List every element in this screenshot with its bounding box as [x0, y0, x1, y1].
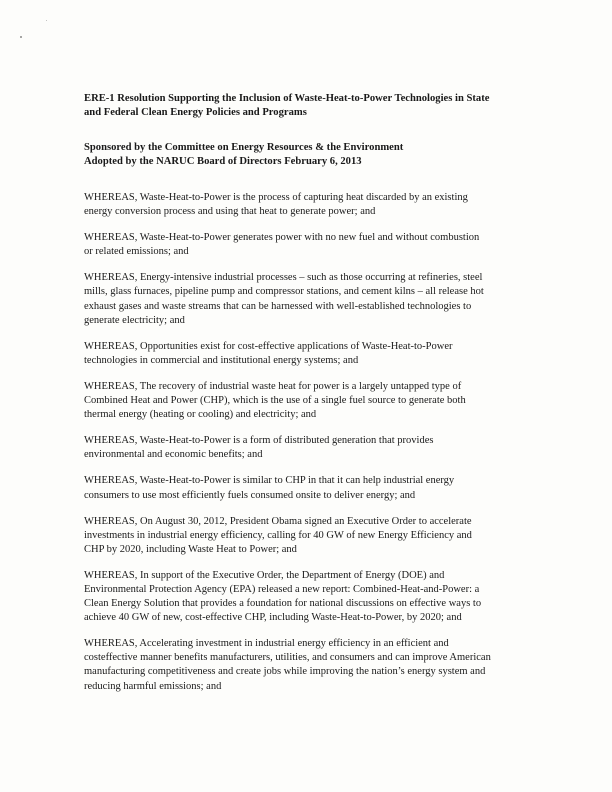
whereas-clause: WHEREAS, In support of the Executive Order, the Department of Energy (DOE) and Environmental Protection Agency (EPA) released a new report: Combined-Heat-and-Power: a Clean Energy Solution that provides a foundation for national discussions on effective ways to achieve 40 GW of new, cost-effective CHP, including Waste-Heat-to-Power, by 2020; and [84, 569, 482, 624]
document-body [84, 92, 524, 706]
whereas-clause: WHEREAS, On August 30, 2012, President Obama signed an Executive Order to accelerate investments in industrial energy efficiency, calling for 40 GW of new Energy Efficiency and CHP by 2020, including Waste Heat to Power; and [84, 515, 472, 555]
whereas-clause: WHEREAS, Opportunities exist for cost-effective applications of Waste-Heat-to-Power technologies in commercial and institutional energy systems; and [84, 340, 453, 366]
whereas-clause: WHEREAS, Waste-Heat-to-Power generates power with no new fuel and without combustion or related emissions; and [84, 232, 480, 258]
whereas-clauses [84, 191, 524, 694]
scan-speck [46, 20, 47, 21]
whereas-clause: WHEREAS, Accelerating investment in industrial energy efficiency in an efficient and costeffective manner benefits manufacturers, utilities, and consumers and can improve American manufacturing competitiveness and create jobs while improving the nation’s energy system and reducing harmful emissions; and [84, 638, 491, 692]
whereas-clause: WHEREAS, The recovery of industrial waste heat for power is a largely untapped type of Combined Heat and Power (CHP), which is the use of a single fuel source to generate both thermal energy (heating or cooling) and electricity; and [84, 380, 466, 421]
whereas-clause: WHEREAS, Energy-intensive industrial processes – such as those occurring at refineries, steel mills, glass furnaces, pipeline pump and compressor stations, and cement kilns – all release hot exhaust gases and waste streams that can be harnessed with well-established technologies to generate electricity; and [84, 272, 484, 326]
whereas-clause: WHEREAS, Waste-Heat-to-Power is the process of capturing heat discarded by an existing energy conversion process and using that heat to generate power; and [84, 192, 468, 218]
scan-speck [20, 36, 22, 38]
whereas-clause: WHEREAS, Waste-Heat-to-Power is a form of distributed generation that provides environmental and economic benefits; and [84, 435, 434, 461]
resolution-title: ERE-1 Resolution Supporting the Inclusion of Waste-Heat-to-Power Technologies in State and Federal Clean Energy Policies and Programs [84, 93, 490, 118]
sponsor-info: Sponsored by the Committee on Energy Resources & the Environment Adopted by the NARUC Board of Directors February 6, 2013 [84, 142, 404, 167]
whereas-clause: WHEREAS, Waste-Heat-to-Power is similar to CHP in that it can help industrial energy consumers to use most efficiently fuels consumed onsite to deliver energy; and [84, 475, 455, 501]
